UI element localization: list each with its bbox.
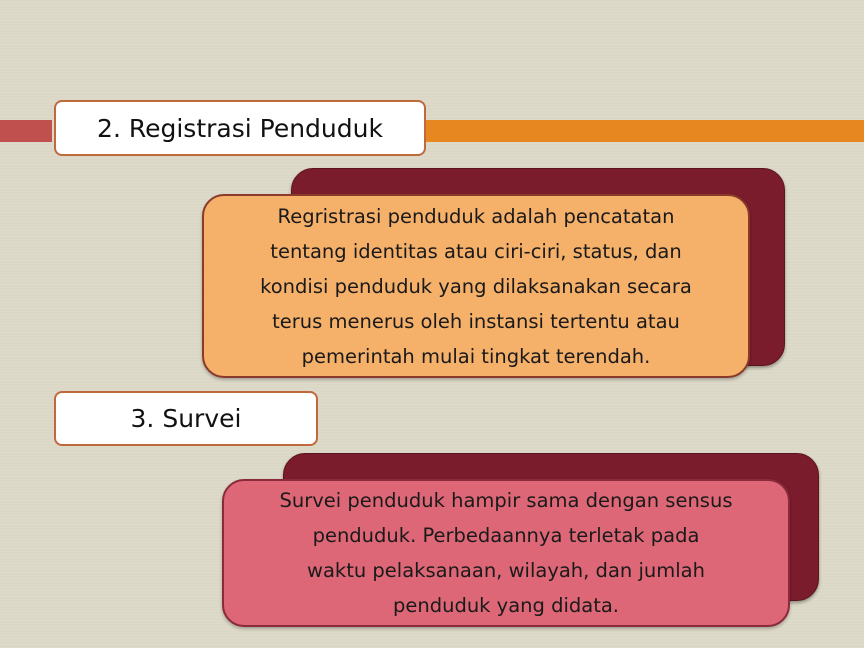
text-line: terus menerus oleh instansi tertentu atau: [272, 309, 680, 333]
text-line: penduduk. Perbedaannya terletak pada: [312, 524, 700, 547]
section-heading-registrasi: [54, 100, 426, 156]
section-heading-text: 2. Registrasi Penduduk: [97, 113, 383, 143]
accent-bar-right: [426, 120, 864, 142]
text-line: kondisi penduduk yang dilaksanakan secara: [260, 274, 692, 298]
text-line: Survei penduduk hampir sama dengan sensus: [279, 489, 733, 512]
text-line: Regristrasi penduduk adalah pencatatan: [277, 204, 675, 228]
definition-text: [260, 199, 692, 374]
text-line: penduduk yang didata.: [392, 594, 620, 617]
text-line: waktu pelaksanaan, wilayah, dan jumlah: [307, 559, 705, 582]
section-heading-survei: [54, 391, 318, 446]
definition-text: [280, 483, 733, 623]
definition-card-registrasi: [202, 194, 750, 378]
text-line: pemerintah mulai tingkat terendah.: [301, 344, 651, 368]
text-line: tentang identitas atau ciri-ciri, status, dan: [270, 239, 682, 263]
definition-card-survei: [222, 479, 790, 627]
section-heading-text: 3. Survei: [130, 404, 242, 433]
accent-bar-left: [0, 120, 52, 142]
